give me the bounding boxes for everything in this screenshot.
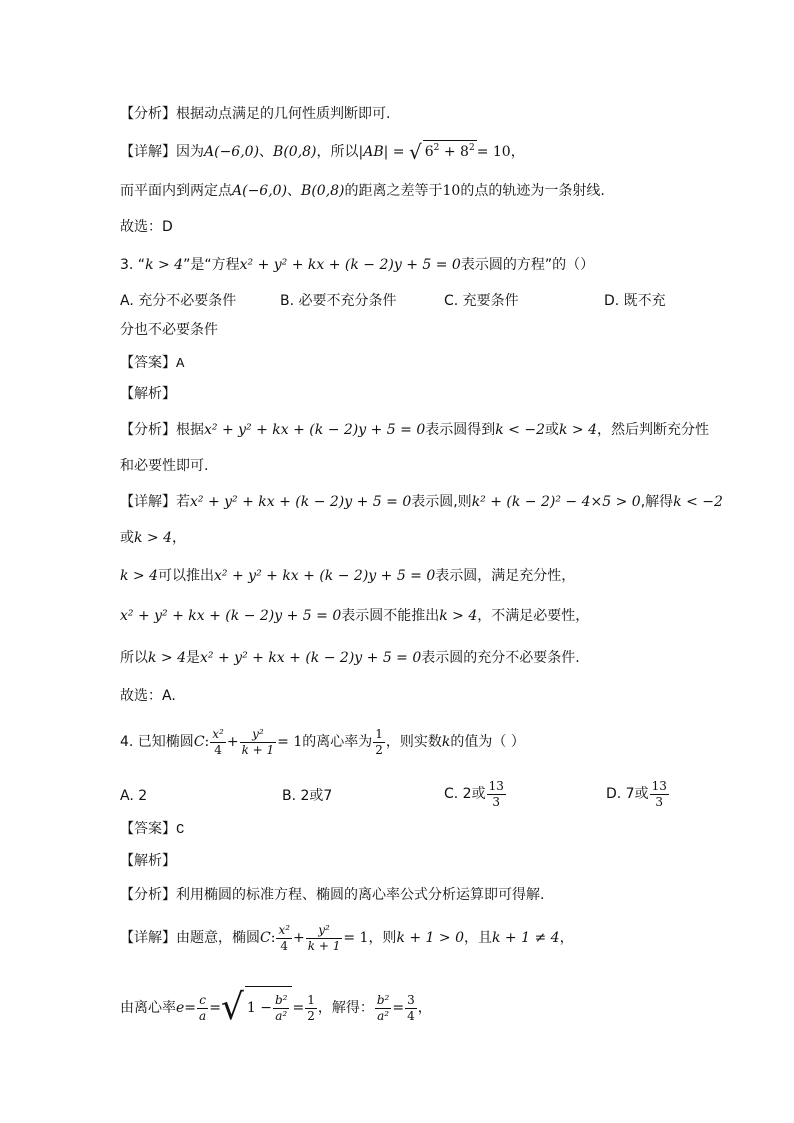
detail-tag: 【详解】 <box>120 494 176 510</box>
q3-analysis-cont: 和必要性即可. <box>120 458 209 474</box>
q3-jiexi: 【解析】 <box>120 386 176 402</box>
numerator: c <box>197 993 208 1009</box>
text: 表示圆,则 <box>411 494 472 510</box>
eq-1: = 1 <box>343 930 369 946</box>
q4-detail: 【详解】由题意，椭圆C: $\frac{\text{x²}}{4}$ + $\frac{\text{y²}}{k + 1}$ = 1，则k + 1 > 0，且k + 1 ≠ 4， <box>120 922 574 953</box>
k1-ne-4: k + 1 ≠ 4 <box>492 930 560 946</box>
q3-detail <box>120 492 723 512</box>
plus: + <box>443 144 456 160</box>
text: 由离心率 <box>120 1000 176 1016</box>
denominator: k + 1 <box>307 938 341 953</box>
text: 表示圆，满足充分性， <box>435 568 576 584</box>
sqrt-expr: $6^2 + 8^2$ <box>423 140 477 162</box>
analysis-tag: 【分析】 <box>120 422 176 438</box>
q2-detail-line-2 <box>120 181 605 201</box>
numerator: b² <box>274 992 288 1007</box>
q3-option-a: A. 充分不必要条件 <box>120 293 237 309</box>
k: k <box>441 734 451 750</box>
frac-3-4 <box>405 993 417 1024</box>
detail-text: ，所以 <box>316 144 359 160</box>
answer-tag: 【答案】 <box>120 355 176 371</box>
q3-detail-l3 <box>120 566 575 586</box>
q3-option-c: C. 充要条件 <box>444 293 519 309</box>
stem-text: ，则实数 <box>385 734 442 750</box>
frac-1-2 <box>305 993 317 1024</box>
circle-equation: x² + y² + kx + (k − 2)y + 5 = 0 <box>120 608 342 624</box>
numerator: b² <box>376 992 390 1007</box>
ellipse-c: C <box>193 734 205 750</box>
q3-option-d: D. 既不充 <box>604 293 666 309</box>
text: 表示圆得到 <box>425 422 496 438</box>
k-gt-4: k > 4 <box>559 422 598 438</box>
numerator: x² <box>212 726 224 741</box>
sqrt-expr <box>245 986 293 1028</box>
text: 可以推出 <box>158 568 215 584</box>
result: = 10 <box>476 144 511 160</box>
q4-stem: 4. 已知椭圆C: $\frac{\text{x²}}{4}$ + $\frac{\text{y²}}{k + 1}$ = 1的离心率为 $\frac{1}{2}$ ，则实数k的值为（ ） <box>120 726 525 757</box>
stem-text: 3. “ <box>120 257 146 273</box>
q4-answer <box>120 819 184 840</box>
text: ,解得 <box>640 494 674 510</box>
k-gt-4: k > 4 <box>145 257 184 273</box>
text: 根据 <box>176 422 204 438</box>
numerator: 3 <box>407 992 415 1007</box>
detail-tag: 【详解】 <box>120 930 176 946</box>
denominator: 4 <box>407 1008 415 1023</box>
q4-option-a: A. 2 <box>120 788 148 804</box>
detail-text: 因为 <box>176 144 204 160</box>
text: 由题意，椭圆 <box>176 930 260 946</box>
text: 的点的轨迹为一条射线. <box>460 183 605 199</box>
frac-c-a <box>197 993 208 1024</box>
denominator: a <box>199 1008 207 1023</box>
frac-x2-4 <box>276 923 292 954</box>
numerator: 1 <box>307 992 315 1007</box>
denominator: 4 <box>280 938 289 953</box>
q3-option-d-cont: 分也不必要条件 <box>120 322 218 338</box>
num-6: 6 <box>424 144 434 160</box>
circle-equation: x² + y² + kx + (k − 2)y + 5 = 0 <box>239 257 461 273</box>
q3-stem <box>120 255 594 275</box>
point-b: B(0,8) <box>273 144 317 160</box>
comma: ， <box>417 1000 432 1016</box>
eq-1: = 1 <box>277 734 303 750</box>
k-gt-4: k > 4 <box>148 650 187 666</box>
text: ，则 <box>368 930 397 946</box>
stem-text: ”是“方程 <box>183 257 240 273</box>
sqrt-sign: √ <box>220 987 244 1028</box>
num-10: 10 <box>442 183 461 199</box>
text: ，解得： <box>317 1000 374 1016</box>
numerator: 1 <box>375 726 383 741</box>
answer-value: C <box>176 822 185 838</box>
q3-choose: 故选：A. <box>120 688 176 704</box>
q4-eccentricity: 由离心率e= $\frac{c}{a}$ =√ 1 − $\frac{\text{b²}}{\text{a²}}$ = $\frac{1}{2}$ ，解得： $\frac{\text{b²}}{\text{a²}}$ = $\frac{3}{4}$ ， <box>120 987 432 1028</box>
numerator: x² <box>278 922 291 937</box>
option-text: C. 2或 <box>444 786 486 802</box>
analysis-text: 利用椭圆的标准方程、椭圆的离心率公式分析运算即可得解. <box>176 887 545 903</box>
q2-analysis-line <box>120 104 390 124</box>
point-b: B(0,8) <box>301 183 345 199</box>
text: ，然后判断充分性 <box>597 422 710 438</box>
num-8: 8 <box>460 144 469 160</box>
denominator: a² <box>275 1008 288 1023</box>
stem-text: 表示圆的方程”的（） <box>460 257 595 273</box>
text: 若 <box>176 494 190 510</box>
comma: ， <box>510 144 525 160</box>
separator: 、 <box>287 183 302 199</box>
comma: ， <box>172 530 187 546</box>
analysis-text: 根据动点满足的几何性质判断即可. <box>176 106 391 122</box>
frac-1-2 <box>373 727 385 758</box>
denominator: a² <box>377 1008 390 1023</box>
frac-13-3 <box>650 779 669 810</box>
q4-option-c <box>444 776 507 812</box>
q3-analysis <box>120 420 709 440</box>
analysis-tag: 【分析】 <box>120 106 176 122</box>
inequality: k² + (k − 2)² − 4×5 > 0 <box>471 494 641 510</box>
q3-detail-cont <box>120 528 186 548</box>
answer-tag: 【答案】 <box>120 821 176 837</box>
sqrt-sign: √ <box>409 140 422 164</box>
circle-equation: x² + y² + kx + (k − 2)y + 5 = 0 <box>204 422 426 438</box>
q3-detail-l4 <box>120 606 589 626</box>
frac-b2-a2 <box>375 993 392 1024</box>
q4-option-d <box>606 776 670 812</box>
circle-equation: x² + y² + kx + (k − 2)y + 5 = 0 <box>200 650 422 666</box>
q3-option-b: B. 必要不充分条件 <box>280 293 397 309</box>
k-gt-4: k > 4 <box>120 568 159 584</box>
abs-ab: |AB| <box>358 144 389 160</box>
e: e <box>176 1000 185 1016</box>
denominator: 4 <box>214 742 222 757</box>
denominator: 3 <box>655 794 664 809</box>
separator: 、 <box>259 144 274 160</box>
k1-gt-0: k + 1 > 0 <box>396 930 464 946</box>
text: 表示圆不能推出 <box>341 608 440 624</box>
analysis-tag: 【分析】 <box>120 887 176 903</box>
numerator: 13 <box>488 778 504 793</box>
ab-label: AB <box>363 144 384 160</box>
option-text: D. 7或 <box>606 786 649 802</box>
stem-text: 的离心率为 <box>302 734 373 750</box>
k-lt-m2: k < −2 <box>673 494 723 510</box>
or: 或 <box>545 422 559 438</box>
answer-value: A <box>176 356 185 372</box>
text: ，不满足必要性， <box>477 608 590 624</box>
frac-y2-k1 <box>240 727 277 758</box>
numerator: 13 <box>651 778 667 793</box>
frac-y2-k1 <box>306 923 343 954</box>
text: 所以 <box>120 650 148 666</box>
numerator: y² <box>240 727 277 743</box>
denominator: 2 <box>307 1008 315 1023</box>
text: 是 <box>186 650 201 666</box>
q2-detail-line: 【详解】因为A(−6,0)、B(0,8)，所以|AB| = √ $6^2 + 8^2 = 10$， <box>120 140 525 164</box>
text: 的距离之差等于 <box>344 183 443 199</box>
point-a: A(−6,0) <box>232 183 288 199</box>
point-a: A(−6,0) <box>204 144 260 160</box>
circle-equation: x² + y² + kx + (k − 2)y + 5 = 0 <box>214 568 436 584</box>
k-gt-4: k > 4 <box>439 608 478 624</box>
frac-x2-4 <box>210 727 226 758</box>
denominator: 3 <box>492 794 501 809</box>
text: ，且 <box>464 930 492 946</box>
circle-equation: x² + y² + kx + (k − 2)y + 5 = 0 <box>190 494 412 510</box>
frac-13-3 <box>487 779 506 810</box>
text: 而平面内到两定点 <box>120 183 232 199</box>
numerator: y² <box>306 923 343 939</box>
ellipse-c: C <box>260 930 271 946</box>
q4-jiexi: 【解析】 <box>120 853 176 869</box>
denominator: 2 <box>375 742 383 757</box>
k-gt-4: k > 4 <box>134 530 173 546</box>
detail-tag: 【详解】 <box>120 144 176 160</box>
q4-analysis <box>120 885 544 905</box>
q3-detail-l5 <box>120 648 580 668</box>
q3-answer <box>120 353 184 374</box>
q4-option-b: B. 2或7 <box>282 788 333 804</box>
q2-choose: 故选：D <box>120 219 173 235</box>
stem-text: 的值为（ ） <box>450 734 525 750</box>
stem-text: 4. 已知椭圆 <box>120 734 194 750</box>
one-minus: 1 − <box>246 1000 272 1016</box>
text: 表示圆的充分不必要条件. <box>421 650 580 666</box>
k-lt-m2: k < −2 <box>495 422 545 438</box>
comma: ， <box>559 930 574 946</box>
frac-b2-a2 <box>273 993 290 1024</box>
denominator: k + 1 <box>241 742 275 757</box>
or: 或 <box>120 530 134 546</box>
